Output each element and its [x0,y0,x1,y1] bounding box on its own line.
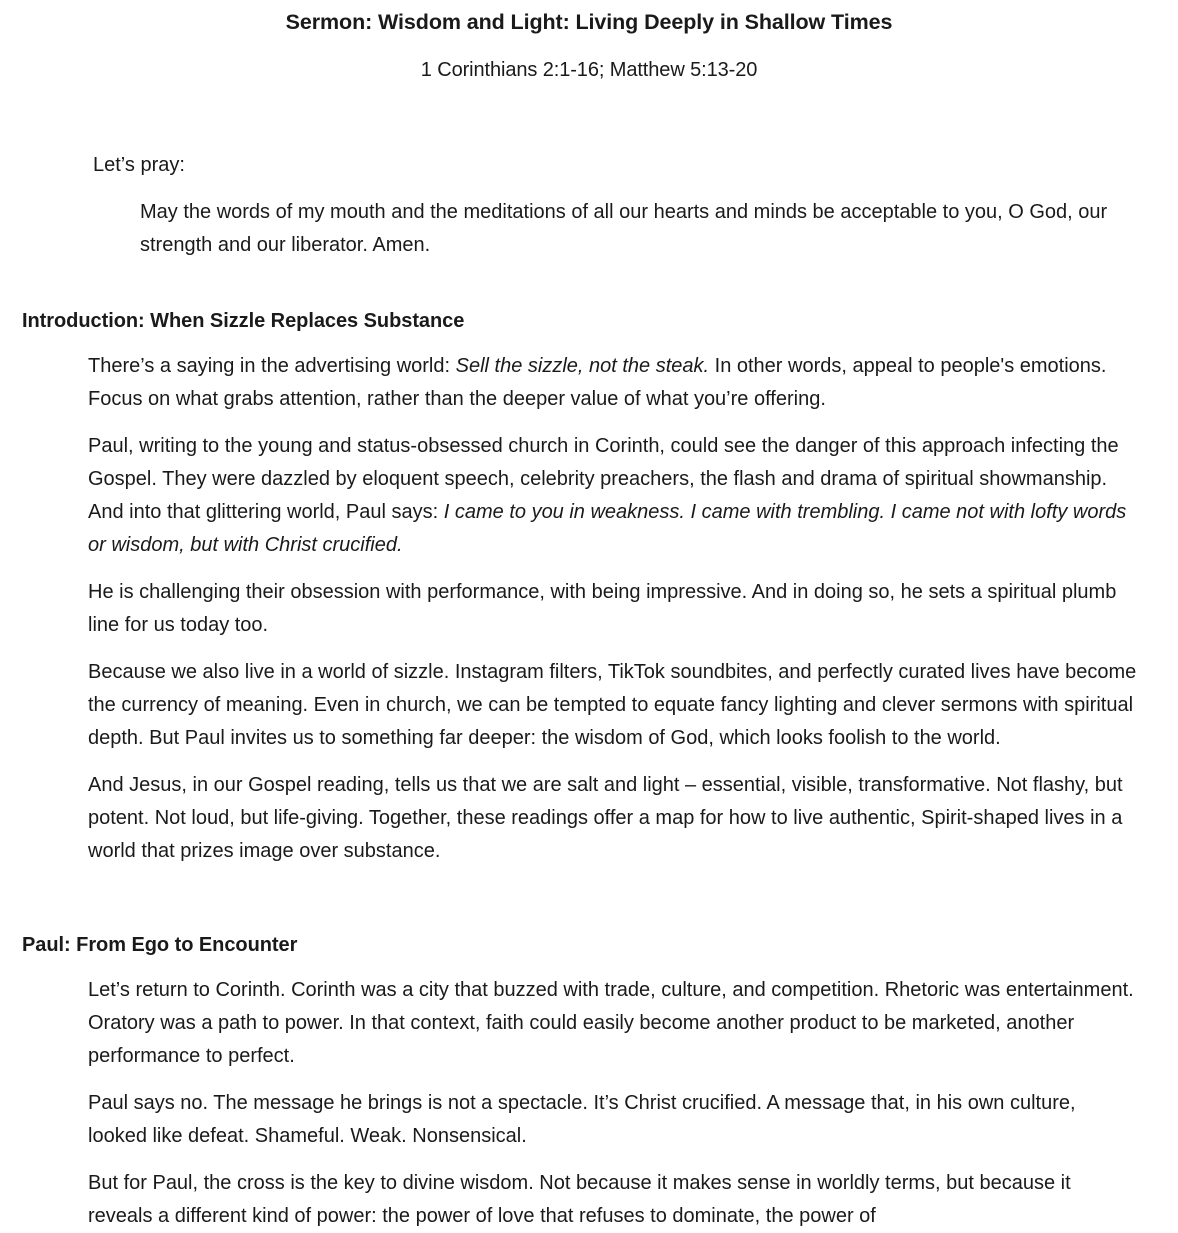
spacer [0,125,1178,149]
paragraph [0,430,1178,562]
paragraph [0,576,1178,642]
paragraph [0,1167,1178,1233]
paragraph [0,974,1178,1073]
text-run: But for Paul, the cross is the key to divine wisdom. Not because it makes sense in worldly terms, but because it reveals a different kind of power: the power of love that refuses to dominate, the power of [88,1171,1071,1227]
spacer [0,416,1178,430]
spacer [0,868,1178,930]
text-run: There’s a saying in the advertising world: [88,354,456,377]
text-run: Paul says no. The message he brings is not a spectacle. It’s Christ crucified. A message that, in his own culture, looked like defeat. Shameful. Weak. Nonsensical. [88,1091,1076,1147]
spacer [0,642,1178,656]
spacer [0,262,1178,306]
section-heading-introduction: Introduction: When Sizzle Replaces Substance [22,309,465,332]
scripture-reference: 1 Corinthians 2:1-16; Matthew 5:13-20 [420,58,758,81]
paragraph [0,656,1178,755]
italic-run: I came to you in weakness. I came with trembling. I came not with lofty words or wisdom, but with Christ crucified. [88,500,1127,556]
spacer [0,182,1178,196]
spacer [0,755,1178,769]
text-run: Let’s return to Corinth. Corinth was a city that buzzed with trade, culture, and competition. Rhetoric was entertainment. Oratory was a path to power. In that context, faith could easily become another product to be marketed, another performance to perfect. [88,978,1134,1067]
spacer [0,1073,1178,1087]
prayer-text: May the words of my mouth and the meditations of all our hearts and minds be acceptable to you, O God, our strength and our liberator. Amen. [140,200,1108,256]
text-run: In other words, appeal to people's emotions. Focus on what grabs attention, rather than the deeper value of what you’re offering. [88,354,1107,410]
italic-run: Sell the sizzle, not the steak. [455,354,710,377]
paragraph [0,350,1178,416]
paragraph [0,769,1178,868]
spacer [0,1153,1178,1167]
document-body [0,125,1178,1233]
spacer [0,562,1178,576]
spacer [0,336,1178,350]
text-run: And Jesus, in our Gospel reading, tells us that we are salt and light – essential, visible, transformative. Not flashy, but potent. Not loud, but life-giving. Together, these readings offer a map for how to live authentic, Spirit-shaped lives in a world that prizes image over substance. [88,773,1123,862]
text-run: Paul, writing to the young and status-obsessed church in Corinth, could see the danger of this approach infecting the Gospel. They were dazzled by eloquent speech, celebrity preachers, the flash and drama of spiritual showmanship. And into that glittering world, Paul says: [88,434,1119,523]
prayer-intro-line: Let’s pray: [93,153,185,176]
text-run: He is challenging their obsession with performance, with being impressive. And in doing so, he sets a spiritual plumb line for us today too. [88,580,1117,636]
paragraph [0,1087,1178,1153]
spacer [0,960,1178,974]
text-run: Because we also live in a world of sizzle. Instagram filters, TikTok soundbites, and perfectly curated lives have become the currency of meaning. Even in church, we can be tempted to equate fancy lighting and clever sermons with spiritual depth. But Paul invites us to something far deeper: the wisdom of God, which looks foolish to the world. [88,660,1137,749]
page-title: Sermon: Wisdom and Light: Living Deeply in Shallow Times [285,10,893,34]
section-heading-paul: Paul: From Ego to Encounter [22,933,298,956]
